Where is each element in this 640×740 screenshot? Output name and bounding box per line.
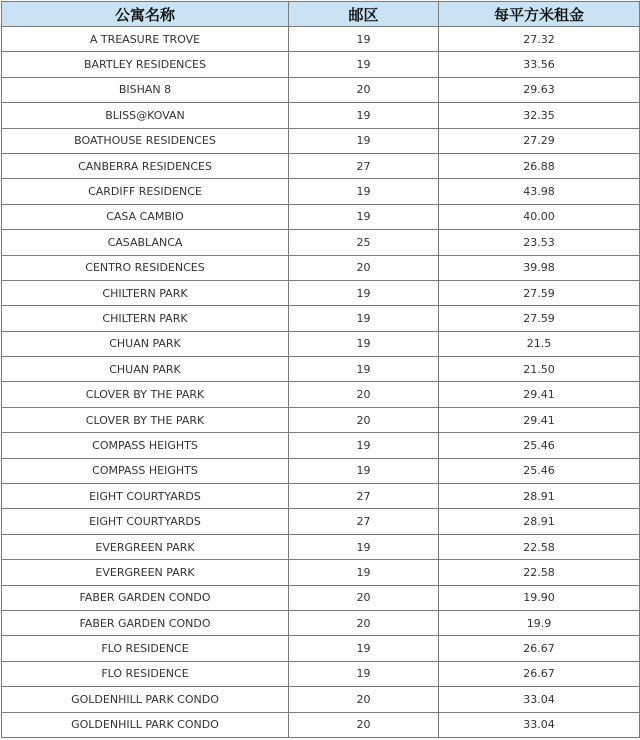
apartment-name-cell: CASABLANCA bbox=[2, 230, 289, 255]
table-row bbox=[2, 153, 640, 178]
table-row bbox=[2, 407, 640, 432]
apartment-name-cell: CHILTERN PARK bbox=[2, 306, 289, 331]
postal-district-cell: 19 bbox=[289, 661, 439, 686]
postal-district-cell: 20 bbox=[289, 712, 439, 737]
postal-district-cell: 27 bbox=[289, 153, 439, 178]
rent-cell: 26.88 bbox=[439, 153, 640, 178]
postal-district-cell: 19 bbox=[289, 433, 439, 458]
apartment-name-cell: GOLDENHILL PARK CONDO bbox=[2, 687, 289, 712]
postal-district-cell: 20 bbox=[289, 610, 439, 635]
table-row bbox=[2, 560, 640, 585]
postal-district-cell: 20 bbox=[289, 255, 439, 280]
table-row bbox=[2, 128, 640, 153]
apartment-name-cell: CENTRO RESIDENCES bbox=[2, 255, 289, 280]
apartment-name-cell: CANBERRA RESIDENCES bbox=[2, 153, 289, 178]
table-row bbox=[2, 331, 640, 356]
apartment-name-cell: GOLDENHILL PARK CONDO bbox=[2, 712, 289, 737]
table-row bbox=[2, 27, 640, 52]
table-row bbox=[2, 77, 640, 102]
table-row bbox=[2, 687, 640, 712]
rent-cell: 43.98 bbox=[439, 179, 640, 204]
rent-cell: 29.41 bbox=[439, 407, 640, 432]
postal-district-cell: 19 bbox=[289, 27, 439, 52]
rent-cell: 19.90 bbox=[439, 585, 640, 610]
table-row bbox=[2, 179, 640, 204]
rent-cell: 29.63 bbox=[439, 77, 640, 102]
apartment-name-cell: CLOVER BY THE PARK bbox=[2, 382, 289, 407]
postal-district-cell: 19 bbox=[289, 52, 439, 77]
postal-district-cell: 19 bbox=[289, 331, 439, 356]
postal-district-cell: 19 bbox=[289, 357, 439, 382]
apartment-name-cell: FLO RESIDENCE bbox=[2, 661, 289, 686]
table-row bbox=[2, 306, 640, 331]
rent-cell: 22.58 bbox=[439, 534, 640, 559]
rent-cell: 21.5 bbox=[439, 331, 640, 356]
rent-cell: 33.56 bbox=[439, 52, 640, 77]
header-apartment-name: 公寓名称 bbox=[2, 2, 289, 27]
postal-district-cell: 19 bbox=[289, 280, 439, 305]
apartment-name-cell: EVERGREEN PARK bbox=[2, 534, 289, 559]
table-header bbox=[2, 2, 640, 27]
rent-cell: 25.46 bbox=[439, 433, 640, 458]
apartment-name-cell: FABER GARDEN CONDO bbox=[2, 610, 289, 635]
table-row bbox=[2, 433, 640, 458]
table-row bbox=[2, 484, 640, 509]
table-row bbox=[2, 585, 640, 610]
rent-cell: 27.59 bbox=[439, 280, 640, 305]
rent-cell: 23.53 bbox=[439, 230, 640, 255]
apartment-name-cell: EIGHT COURTYARDS bbox=[2, 509, 289, 534]
table-row bbox=[2, 230, 640, 255]
postal-district-cell: 19 bbox=[289, 179, 439, 204]
table-row bbox=[2, 636, 640, 661]
table-row bbox=[2, 509, 640, 534]
rent-table bbox=[1, 1, 640, 738]
postal-district-cell: 19 bbox=[289, 204, 439, 229]
rent-cell: 27.29 bbox=[439, 128, 640, 153]
apartment-name-cell: BISHAN 8 bbox=[2, 77, 289, 102]
rent-cell: 19.9 bbox=[439, 610, 640, 635]
rent-cell: 29.41 bbox=[439, 382, 640, 407]
apartment-name-cell: CHILTERN PARK bbox=[2, 280, 289, 305]
table-row bbox=[2, 357, 640, 382]
rent-cell: 27.32 bbox=[439, 27, 640, 52]
table-row bbox=[2, 610, 640, 635]
table-row bbox=[2, 458, 640, 483]
table-body bbox=[2, 27, 640, 738]
header-postal-district: 邮区 bbox=[289, 2, 439, 27]
postal-district-cell: 20 bbox=[289, 585, 439, 610]
postal-district-cell: 19 bbox=[289, 306, 439, 331]
apartment-name-cell: EVERGREEN PARK bbox=[2, 560, 289, 585]
apartment-name-cell: FLO RESIDENCE bbox=[2, 636, 289, 661]
apartment-name-cell: CASA CAMBIO bbox=[2, 204, 289, 229]
table-row bbox=[2, 204, 640, 229]
rent-cell: 26.67 bbox=[439, 661, 640, 686]
postal-district-cell: 19 bbox=[289, 560, 439, 585]
postal-district-cell: 27 bbox=[289, 484, 439, 509]
apartment-name-cell: BOATHOUSE RESIDENCES bbox=[2, 128, 289, 153]
postal-district-cell: 19 bbox=[289, 103, 439, 128]
apartment-name-cell: BLISS@KOVAN bbox=[2, 103, 289, 128]
table-row bbox=[2, 52, 640, 77]
postal-district-cell: 20 bbox=[289, 382, 439, 407]
postal-district-cell: 27 bbox=[289, 509, 439, 534]
apartment-name-cell: CARDIFF RESIDENCE bbox=[2, 179, 289, 204]
postal-district-cell: 19 bbox=[289, 458, 439, 483]
postal-district-cell: 19 bbox=[289, 128, 439, 153]
rent-cell: 33.04 bbox=[439, 687, 640, 712]
apartment-name-cell: CLOVER BY THE PARK bbox=[2, 407, 289, 432]
rent-cell: 32.35 bbox=[439, 103, 640, 128]
table-row bbox=[2, 280, 640, 305]
header-row bbox=[2, 2, 640, 27]
table-row bbox=[2, 534, 640, 559]
rent-cell: 28.91 bbox=[439, 484, 640, 509]
postal-district-cell: 20 bbox=[289, 77, 439, 102]
apartment-name-cell: FABER GARDEN CONDO bbox=[2, 585, 289, 610]
rent-cell: 21.50 bbox=[439, 357, 640, 382]
apartment-name-cell: A TREASURE TROVE bbox=[2, 27, 289, 52]
postal-district-cell: 19 bbox=[289, 534, 439, 559]
apartment-name-cell: EIGHT COURTYARDS bbox=[2, 484, 289, 509]
table-row bbox=[2, 661, 640, 686]
apartment-name-cell: COMPASS HEIGHTS bbox=[2, 433, 289, 458]
rent-cell: 40.00 bbox=[439, 204, 640, 229]
rent-cell: 28.91 bbox=[439, 509, 640, 534]
table-row bbox=[2, 712, 640, 737]
table-row bbox=[2, 382, 640, 407]
header-rent-per-sqm: 每平方米租金 bbox=[439, 2, 640, 27]
postal-district-cell: 20 bbox=[289, 407, 439, 432]
table-row bbox=[2, 255, 640, 280]
rent-cell: 33.04 bbox=[439, 712, 640, 737]
apartment-name-cell: BARTLEY RESIDENCES bbox=[2, 52, 289, 77]
rent-cell: 26.67 bbox=[439, 636, 640, 661]
apartment-name-cell: COMPASS HEIGHTS bbox=[2, 458, 289, 483]
rent-cell: 27.59 bbox=[439, 306, 640, 331]
rent-cell: 25.46 bbox=[439, 458, 640, 483]
postal-district-cell: 20 bbox=[289, 687, 439, 712]
rent-cell: 22.58 bbox=[439, 560, 640, 585]
apartment-name-cell: CHUAN PARK bbox=[2, 357, 289, 382]
postal-district-cell: 19 bbox=[289, 636, 439, 661]
rent-cell: 39.98 bbox=[439, 255, 640, 280]
postal-district-cell: 25 bbox=[289, 230, 439, 255]
apartment-name-cell: CHUAN PARK bbox=[2, 331, 289, 356]
table-row bbox=[2, 103, 640, 128]
